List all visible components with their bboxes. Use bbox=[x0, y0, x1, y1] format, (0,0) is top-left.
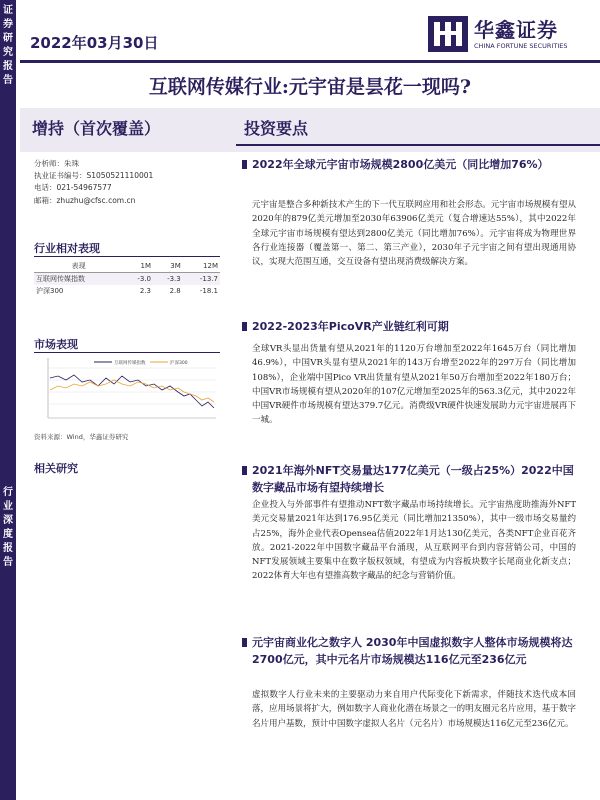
logo-mark-icon bbox=[428, 16, 468, 52]
section-title: 投资要点 bbox=[244, 119, 309, 138]
side-label-char: 研 bbox=[3, 33, 13, 44]
table-header-cell: 12M bbox=[183, 260, 220, 273]
side-label-char: 券 bbox=[3, 19, 13, 30]
table-cell-name: 沪深300 bbox=[36, 287, 64, 295]
report-headline: 互联网传媒行业:元宇宙是昙花一现吗? bbox=[148, 76, 472, 98]
side-label-char: 究 bbox=[3, 47, 13, 58]
side-label-char: 深 bbox=[3, 515, 13, 526]
report-date: 2022年03月30日 bbox=[30, 34, 159, 52]
table-header-cell: 1M bbox=[123, 260, 153, 273]
related-heading: 相关研究 bbox=[34, 462, 78, 475]
section-body-3: 企业投入与外部事件有望推动NFT数字藏品市场持续增长。元宇宙热度助推海外NFT美元交易量2021年达到176.95亿美元（同比增加21350%），其中一级市场交易量约占25%，海外企业代表Opensea估值2022年1月达130亿美元，各类NFT企业百花齐放。2021-2022年中国数字藏品平台涌现，从互联网平台到内容营销公司，中国的NFT发展领域主要集中在数字版权领域，有望成为内容板块数字长尾商业化新支点；2022体育大年也有望推高数字藏品的纪念与营销价值。 bbox=[252, 500, 576, 582]
side-label-char: 告 bbox=[3, 75, 13, 86]
table-cell: -3.0 bbox=[123, 273, 153, 286]
chart-gridlines bbox=[48, 368, 216, 404]
table-header-cell: 3M bbox=[153, 260, 183, 273]
section-title-rule bbox=[236, 144, 600, 146]
section-heading-3: 2021年海外NFT交易量达177亿美元（一级占25%）2022中国数字藏品市场有望持续增长 bbox=[252, 462, 576, 496]
section-heading-4: 元宇宙商业化之数字人 2030年中国虚拟数字人整体市场规模将达2700亿元，其中元名片市场规模达116亿元至236亿元 bbox=[252, 634, 576, 668]
section-bullet-icon bbox=[242, 466, 247, 475]
section-bullet-icon bbox=[242, 322, 247, 331]
section-body-4: 虚拟数字人行业未来的主要驱动力来自用户代际变化下新需求，伴随技术迭代成本回落，应用场景将扩大，例如数字人商业化潜在场景之一的明友圈元名片应用，基于数字名片用户基数，预计中国数字虚拟人名片（元名片）市场规模达116亿元至236亿元。 bbox=[252, 690, 576, 729]
analyst-email[interactable]: 邮箱：zhuzhu@cfsc.com.cn bbox=[34, 195, 136, 205]
market-heading: 市场表现 bbox=[34, 338, 78, 351]
analyst-info bbox=[34, 158, 224, 207]
logo-text-en: CHINA FORTUNE SECURITIES bbox=[474, 42, 568, 50]
analyst-line: 执业证书编号：S1050521110001 bbox=[34, 171, 154, 181]
legend-label-series-1: 互联网传媒指数 bbox=[114, 361, 146, 366]
chart-line-series-2 bbox=[50, 380, 214, 402]
analyst-line: 电话：021-54967577 bbox=[34, 183, 112, 193]
side-label-char: 报 bbox=[3, 61, 13, 72]
table-cell: -3.3 bbox=[153, 273, 183, 286]
market-rule bbox=[34, 352, 220, 353]
side-strip bbox=[0, 0, 16, 800]
table-row bbox=[34, 285, 220, 297]
rating-label: 增持（首次覆盖） bbox=[32, 119, 161, 138]
table-cell: 2.3 bbox=[139, 287, 151, 295]
company-logo bbox=[428, 12, 588, 56]
side-label-char: 业 bbox=[3, 501, 13, 512]
table-cell: -18.1 bbox=[199, 287, 218, 295]
table-header-cell: 表现 bbox=[34, 260, 123, 273]
side-label-top bbox=[0, 4, 16, 88]
table-cell-name: 互联网传媒指数 bbox=[34, 273, 123, 286]
analyst-line: 分析师：朱珠 bbox=[34, 159, 79, 168]
header-rule bbox=[20, 60, 600, 63]
market-chart bbox=[34, 356, 220, 424]
section-body-2: 全球VR头显出货量有望从2021年的1120万台增加至2022年1645万台（同比增加46.9%），中国VR头显有望从2021年的143万台增至2022年的297万台（同比增加108%），企业端中国Pico VR出货量有望从2021年50万台增加至2022年180万台；中国VR市场规模有望从2020年的107亿元增加至2025年的563.3亿元，其中2022年中国VR硬件市场规模有望达379.7亿元。消费级VR硬件快速发展助力元宇宙进展再下一城。 bbox=[252, 344, 576, 426]
performance-table bbox=[34, 260, 220, 297]
chart-source: 资料来源：Wind，华鑫证券研究 bbox=[34, 433, 129, 441]
table-cell: 2.8 bbox=[169, 287, 181, 295]
side-label-char: 报 bbox=[3, 543, 13, 554]
side-label-char: 度 bbox=[3, 529, 13, 540]
table-cell: -13.7 bbox=[183, 273, 220, 286]
table-header-row bbox=[34, 260, 220, 273]
performance-heading: 行业相对表现 bbox=[34, 242, 100, 255]
legend-label-series-2: 沪深300 bbox=[170, 361, 188, 366]
side-label-bottom bbox=[0, 486, 16, 570]
section-heading-1: 2022年全球元宇宙市场规模2800亿美元（同比增加76%） bbox=[252, 156, 576, 173]
section-body-1: 元宇宙是整合多种新技术产生的下一代互联网应用和社会形态。元宇宙市场规模有望从2020年的879亿美元增加至2030年63906亿美元（复合增速达55%），其中2022年全球元宇宙市场规模有望达到2800亿美元（同比增加76%）。元宇宙将成为物理世界各行业连接器（覆盖第一、第二、第三产业），2030年子元宇宙之间有望出现通用协议，实现大范围互通，交互设备有望出现消费级解决方案。 bbox=[252, 200, 576, 268]
logo-text-cn: 华鑫证券 bbox=[474, 18, 558, 42]
performance-rule bbox=[34, 256, 220, 257]
side-label-char: 证 bbox=[3, 5, 13, 16]
table-row bbox=[34, 273, 220, 286]
section-bullet-icon bbox=[242, 160, 247, 169]
side-label-char: 告 bbox=[3, 557, 13, 568]
side-label-char: 行 bbox=[3, 487, 13, 498]
section-bullet-icon bbox=[242, 638, 247, 647]
section-heading-2: 2022-2023年PicoVR产业链红利可期 bbox=[252, 318, 576, 335]
